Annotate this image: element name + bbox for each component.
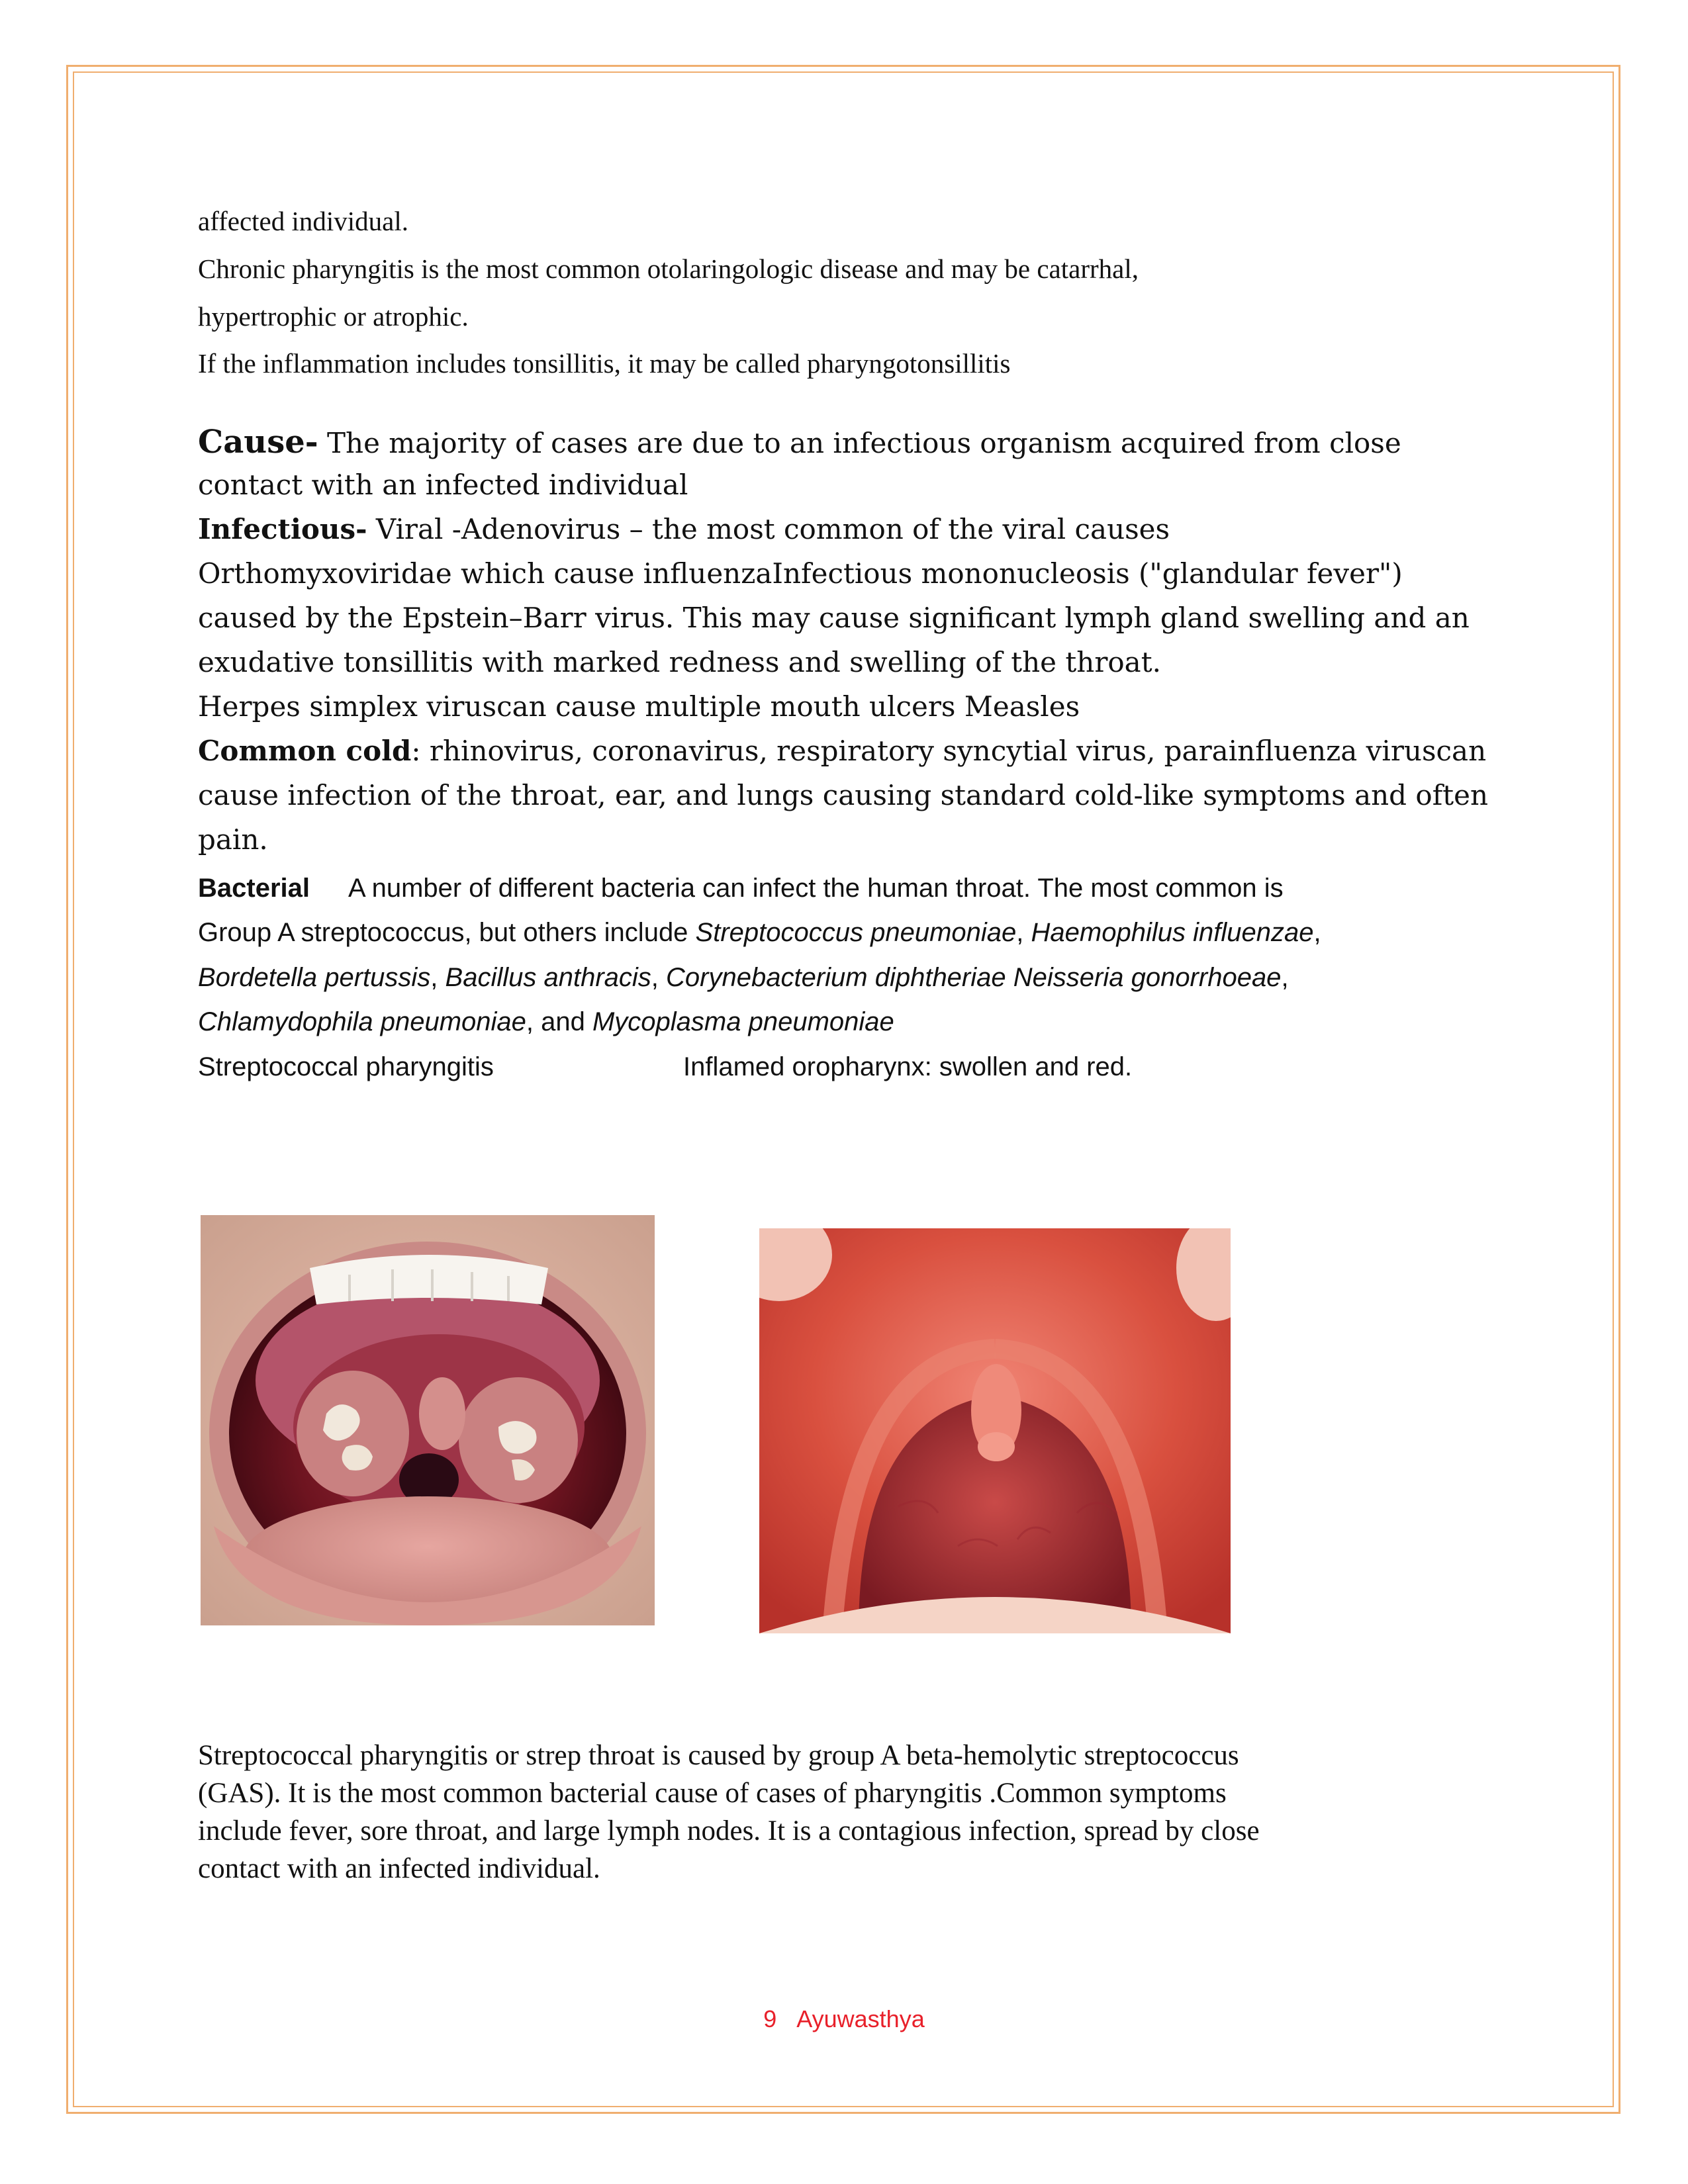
bacterial-l2-end: ,: [1313, 918, 1321, 947]
infectious-line-5: Herpes simplex viruscan cause multiple mouth ulcers Measles: [198, 690, 1080, 723]
bacterial-l3-sep-2: ,: [651, 963, 667, 992]
common-cold-line-3: pain.: [198, 823, 268, 856]
strep-line-1: Streptococcal pharyngitis or strep throat is caused by group A beta-hemolytic streptococcus: [198, 1740, 1239, 1771]
common-cold-line-1: [198, 735, 1486, 767]
common-cold-text-1: : rhinovirus, coronavirus, respiratory syncytial virus, parainfluenza viruscan: [411, 735, 1487, 767]
bacterial-heading: Bacterial: [198, 874, 310, 903]
cause-text-1: The majority of cases are due to an infectious organism acquired from close: [318, 427, 1401, 459]
bacterial-l4-sep: , and: [526, 1007, 592, 1036]
common-cold-heading: Common cold: [198, 735, 412, 767]
strep-line-4: contact with an infected individual.: [198, 1853, 600, 1884]
bacterial-l3-sep-1: ,: [430, 963, 445, 992]
species-mycoplasma: Mycoplasma pneumoniae: [592, 1007, 894, 1036]
infectious-heading: Infectious-: [198, 513, 367, 545]
species-corynebacterium-neisseria: Corynebacterium diphtheriae Neisseria gonorrhoeae: [666, 963, 1282, 992]
intro-line-3: hypertrophic or atrophic.: [198, 301, 469, 332]
bacterial-line-2: [198, 918, 1321, 948]
infectious-line-3: caused by the Epstein–Barr virus. This may cause significant lymph gland swelling and an: [198, 602, 1470, 634]
infectious-line-2: Orthomyxoviridae which cause influenzaInfectious mononucleosis ("glandular fever"): [198, 557, 1403, 590]
bacterial-text-1: A number of different bacteria can infect the human throat. The most common is: [348, 874, 1284, 903]
inflamed-oropharynx-photo: [759, 1228, 1231, 1633]
bacterial-line-1: [198, 874, 1284, 903]
cause-line-1: [198, 424, 1401, 461]
infectious-text-1: Viral -Adenovirus – the most common of the viral causes: [367, 513, 1170, 545]
species-streptococcus: Streptococcus pneumoniae: [695, 918, 1017, 947]
bacterial-line-4: [198, 1007, 894, 1037]
species-bordetella: Bordetella pertussis: [198, 963, 431, 992]
page-footer: [0, 2005, 1688, 2033]
page-number: 9: [763, 2005, 777, 2032]
bacterial-line-3: [198, 963, 1289, 993]
strep-line-2: (GAS). It is the most common bacterial cause of cases of pharyngitis .Common symptoms: [198, 1778, 1227, 1809]
common-cold-line-2: cause infection of the throat, ear, and lungs causing standard cold-like symptoms and often: [198, 779, 1489, 811]
footer-site-name: Ayuwasthya: [796, 2005, 925, 2032]
infectious-line-4: exudative tonsillitis with marked redness and swelling of the throat.: [198, 646, 1161, 678]
intro-line-1: affected individual.: [198, 206, 409, 236]
cause-heading: Cause-: [198, 424, 318, 461]
bacterial-l3-end: ,: [1281, 963, 1289, 992]
intro-line-2: Chronic pharyngitis is the most common otolaringologic disease and may be catarrhal,: [198, 253, 1139, 284]
species-chlamydophila: Chlamydophila pneumoniae: [198, 1007, 526, 1036]
caption-right: Inflamed oropharynx: swollen and red.: [683, 1052, 1133, 1081]
caption-left: Streptococcal pharyngitis: [198, 1052, 494, 1081]
bacterial-l2-text: Group A streptococcus, but others include: [198, 918, 696, 947]
strep-throat-photo: [201, 1215, 655, 1625]
species-bacillus: Bacillus anthracis: [445, 963, 651, 992]
intro-line-4: If the inflammation includes tonsillitis, it may be called pharyngotonsillitis: [198, 348, 1011, 379]
bacterial-l2-sep: ,: [1016, 918, 1031, 947]
species-haemophilus: Haemophilus influenzae: [1031, 918, 1314, 947]
infectious-line-1: [198, 513, 1170, 545]
cause-line-2: contact with an infected individual: [198, 469, 688, 501]
strep-line-3: include fever, sore throat, and large lymph nodes. It is a contagious infection, spread by close: [198, 1815, 1260, 1846]
